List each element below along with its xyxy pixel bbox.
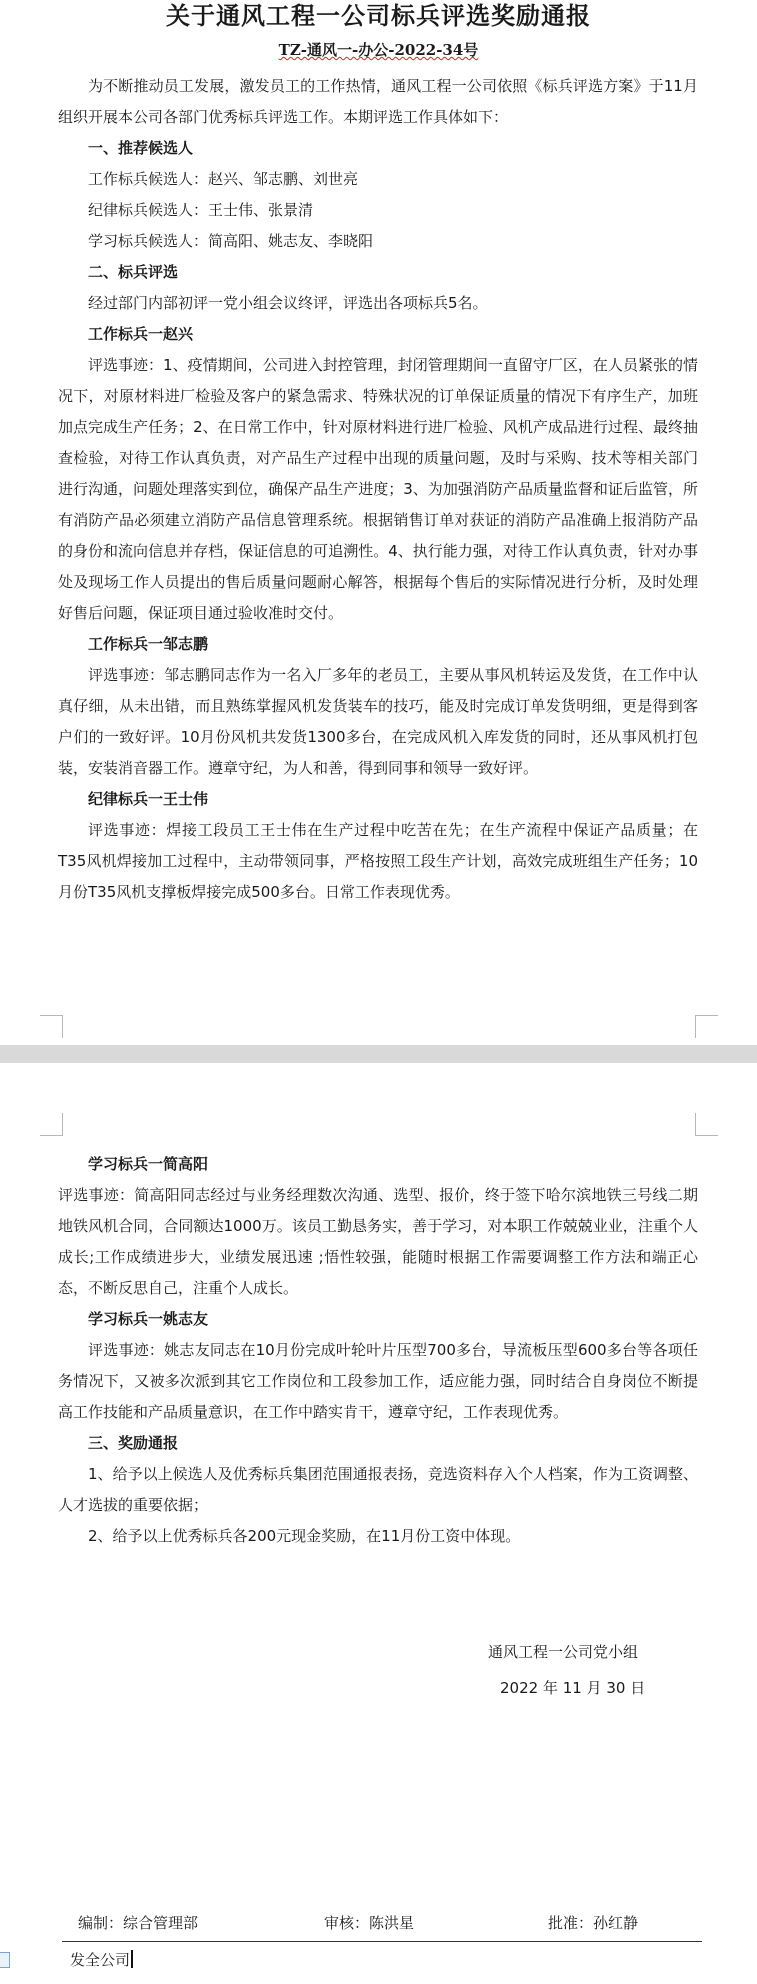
distribution-field[interactable] — [70, 1949, 133, 1971]
award-heading-jiangaoyang: 学习标兵一简高阳 — [88, 1155, 209, 1173]
page-gap — [0, 1045, 757, 1063]
document-title: 关于通风工程一公司标兵评选奖励通报 — [166, 1, 591, 30]
award-heading-wangshiwei: 纪律标兵一王士伟 — [88, 790, 209, 808]
reward-item: 2、给予以上优秀标兵各200元现金奖励，在11月份工资中体现。 — [88, 1527, 521, 1545]
document-edge-icon — [0, 1952, 10, 1968]
document-body-page-1 — [58, 71, 698, 908]
corner-mark — [695, 1113, 718, 1136]
candidate-line: 学习标兵候选人：简高阳、姚志友、李晓阳 — [88, 232, 374, 250]
award-heading-zhaoxing: 工作标兵一赵兴 — [88, 325, 194, 343]
reward-item: 1、给予以上候选人及优秀标兵集团范围通报表扬，竞选资料存入个人档案，作为工资调整、人才选拔的重要依据； — [58, 1465, 698, 1514]
award-text-zouzhipeng: 评选事迹：邹志鹏同志作为一名入厂多年的老员工，主要从事风机转运及发货，在工作中认真仔细，从未出错，而且熟练掌握风机发货装车的技巧，能及时完成订单发货明细，更是得到客户们的一致好评。10月份风机共发货1300多台，在完成风机入库发货的同时，还从事风机打包装，安装消音器工作。遵章守纪，为人和善，得到同事和领导一致好评。 — [58, 666, 698, 777]
corner-mark — [40, 1113, 63, 1136]
approval-row — [0, 1912, 757, 1936]
distribution-text: 发全公司 — [70, 1951, 131, 1969]
award-text-wangshiwei: 评选事迹：焊接工段员工王士伟在生产过程中吃苦在先；在生产流程中保证产品质量；在T35风机焊接加工过程中，主动带领同事，严格按照工段生产计划，高效完成班组生产任务；10月份T35风机支撑板焊接完成500多台。日常工作表现优秀。 — [58, 821, 698, 901]
award-text-zhaoxing: 评选事迹：1、疫情期间，公司进入封控管理，封闭管理期间一直留守厂区，在人员紧张的情况下，对原材料进厂检验及客户的紧急需求、特殊状况的订单保证质量的情况下有序生产，加班加点完成生产任务；2、在日常工作中，针对原材料进行进厂检验、风机产成品进行过程、最终抽查检验，对待工作认真负责，对产品生产过程中出现的质量问题，及时与采购、技术等相关部门进行沟通，问题处理落实到位，确保产品生产进度；3、为加强消防产品质量监督和证后监管，所有消防产品必须建立消防产品信息管理系统。根据销售订单对获证的消防产品准确上报消防产品的身份和流向信息并存档，保证信息的可追溯性。4、执行能力强，对待工作认真负责，针对办事处及现场工作人员提出的售后质量问题耐心解答，根据每个售后的实际情况进行分析，及时处理好售后问题，保证项目通过验收准时交付。 — [58, 356, 698, 622]
intro-paragraph: 为不断推动员工发展，激发员工的工作热情，通风工程一公司依照《标兵评选方案》于11月组织开展本公司各部门优秀标兵评选工作。本期评选工作具体如下： — [58, 77, 698, 126]
signer: 通风工程一公司党小组 — [488, 1643, 639, 1661]
candidate-line: 工作标兵候选人：赵兴、邹志鹏、刘世亮 — [88, 170, 359, 188]
editor-label: 编制：综合管理部 — [78, 1914, 199, 1932]
section-heading-rewards: 三、奖励通报 — [88, 1434, 179, 1452]
document-number-text: TZ-通风一-办公-2022-34号 — [278, 41, 479, 59]
section-heading-selection: 二、标兵评选 — [88, 263, 179, 281]
selection-paragraph: 经过部门内部初评一党小组会议终评，评选出各项标兵5名。 — [88, 294, 488, 312]
approver-label: 批准：孙红静 — [548, 1914, 639, 1932]
reviewer-label: 审核：陈洪星 — [324, 1914, 415, 1932]
award-text-yaozhiyou: 评选事迹：姚志友同志在10月份完成叶轮叶片压型700多台，导流板压型600多台等各项任务情况下，又被多次派到其它工作岗位和工段参加工作，适应能力强，同时结合自身岗位不断提高工作技能和产品质量意识，在工作中踏实肯干，遵章守纪，工作表现优秀。 — [58, 1341, 698, 1421]
corner-mark — [695, 1015, 718, 1038]
issue-date: 2022 年 11 月 30 日 — [500, 1679, 646, 1697]
footer-divider — [62, 1941, 702, 1942]
award-heading-zouzhipeng: 工作标兵一邹志鹏 — [88, 635, 209, 653]
document-page-2 — [0, 1063, 757, 1984]
text-cursor — [131, 1950, 133, 1968]
corner-mark — [40, 1015, 63, 1038]
candidate-line: 纪律标兵候选人：王士伟、张景清 — [88, 201, 314, 219]
section-heading-candidates: 一、推荐候选人 — [88, 139, 194, 157]
document-body-page-2 — [58, 1149, 698, 1552]
award-text-jiangaoyang: 评选事迹：简高阳同志经过与业务经理数次沟通、选型、报价，终于签下哈尔滨地铁三号线二期地铁风机合同，合同额达1000万。该员工勤恳务实，善于学习，对本职工作兢兢业业，注重个人成长;工作成绩进步大，业绩发展迅速 ;悟性较强，能随时根据工作需要调整工作方法和端正心态，不断反思自己，注重个人成长。 — [58, 1186, 698, 1297]
award-heading-yaozhiyou: 学习标兵一姚志友 — [88, 1310, 209, 1328]
document-number — [0, 40, 757, 60]
